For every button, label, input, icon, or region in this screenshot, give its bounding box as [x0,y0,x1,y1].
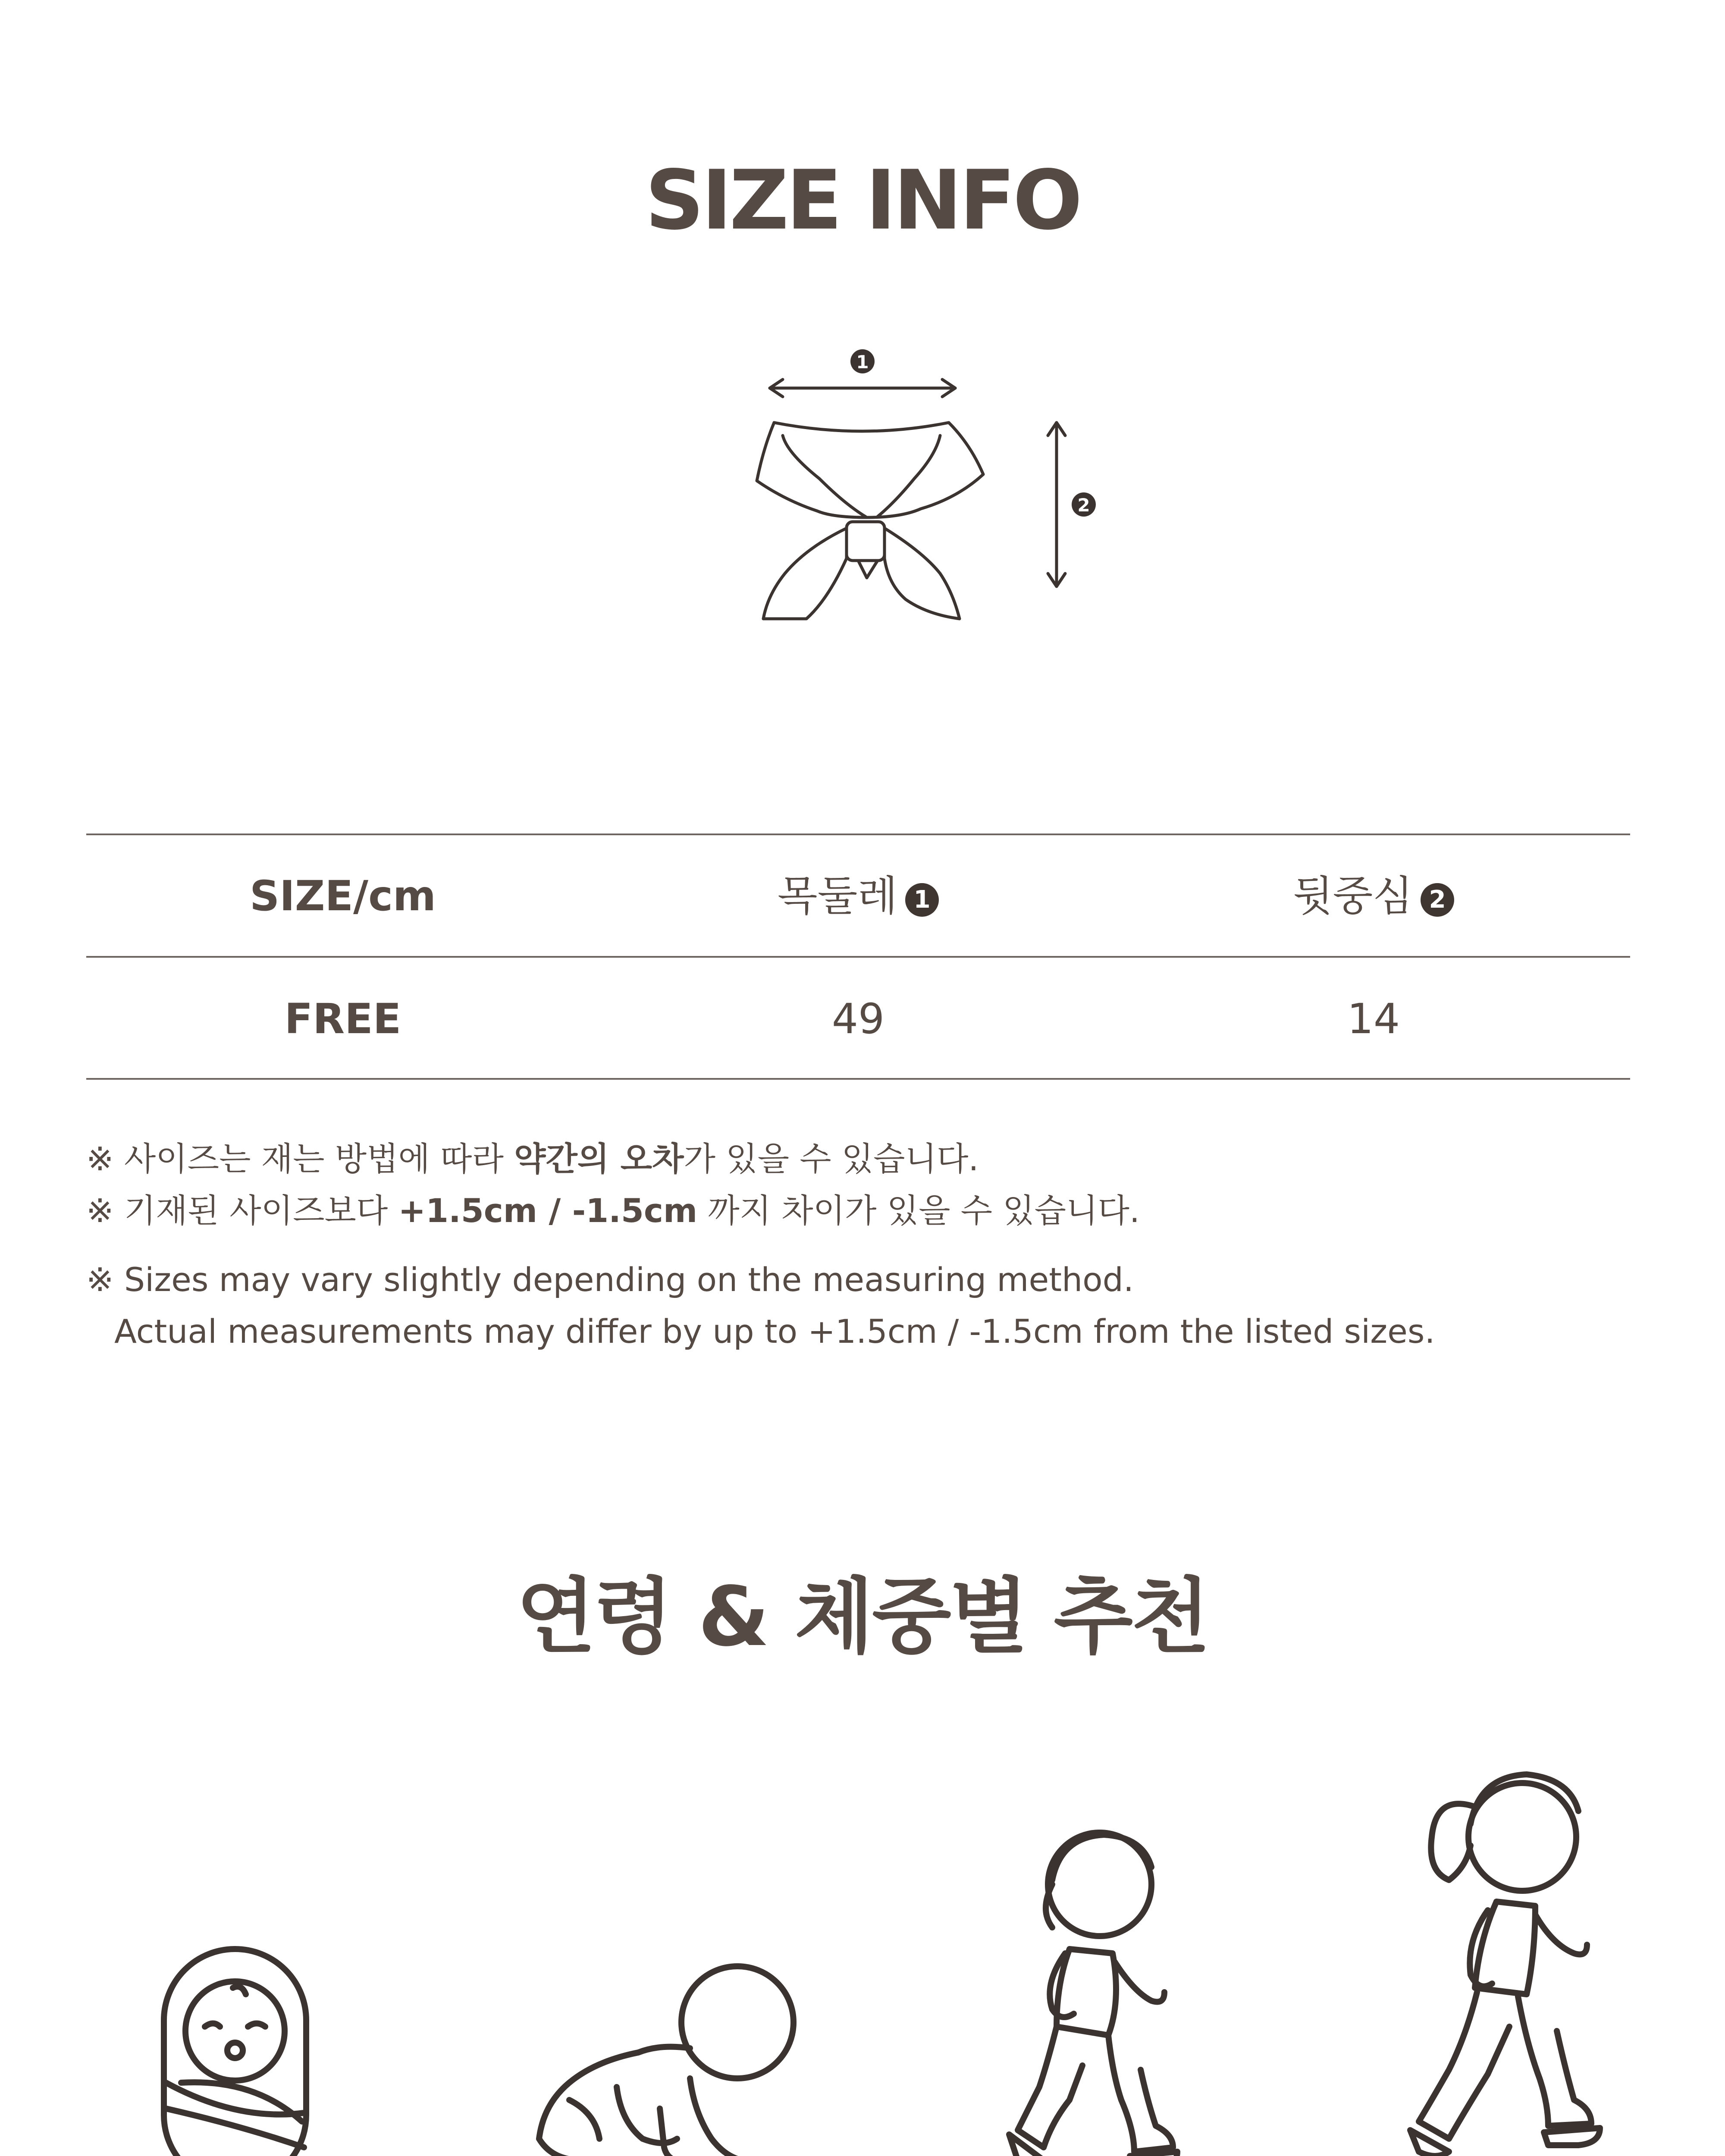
walking-kid-icon [992,1820,1199,2156]
note-ko-1-text-end: 가 있을 수 있습니다. [684,1140,979,1178]
note-ko-1-text: ※ 사이즈는 재는 방법에 따라 [86,1140,514,1178]
right-tie [884,528,960,619]
note-ko-2-text-end: 까지 차이가 있을 수 있습니다. [697,1191,1140,1230]
recommendation-title: 연령 & 체중별 추천 [516,1569,1209,1664]
note-en-1: ※ Sizes may vary slightly depending on the measuring method. [86,1260,1134,1299]
header-back-label: 뒷중심 [1292,872,1413,920]
note-en-2: Actual measurements may differ by up to +1.5cm / -1.5cm from the listed sizes. [114,1312,1435,1351]
tie-center-point [858,561,878,578]
walking-junior-icon [1384,1759,1626,2156]
note-ko-1 [86,1140,979,1178]
note-ko-2-bold: +1.5cm / -1.5cm [398,1191,698,1230]
crawling-baby-icon [509,1958,811,2156]
note-ko-2-text: ※ 기재된 사이즈보다 [86,1191,398,1230]
knot [847,522,884,561]
table-middle-rule [86,956,1630,958]
row-back-value: 14 [1347,995,1400,1043]
collar-outline [757,423,983,517]
header-back [1117,872,1630,920]
table-top-rule [86,834,1630,835]
collar-inner-line [783,436,867,517]
header-size: SIZE/cm [249,872,436,920]
table-bottom-rule [86,1078,1630,1080]
row-neck-value: 49 [831,995,885,1043]
note-ko-2 [86,1191,1140,1230]
header-neck [602,872,1115,920]
header-back-marker: 2 [1421,883,1454,917]
scarf-measurement-diagram [681,332,1113,642]
diagram-marker-2: 2 [1077,495,1090,516]
left-tie [763,528,847,619]
row-size: FREE [284,995,401,1043]
newborn-swaddle-icon [155,1940,319,2156]
note-ko-1-bold: 약간의 오차 [514,1140,684,1178]
diagram-marker-1: 1 [856,351,869,373]
header-neck-label: 목둘레 [777,872,898,920]
size-info-title: SIZE INFO [645,153,1080,248]
header-neck-marker: 1 [905,883,939,917]
